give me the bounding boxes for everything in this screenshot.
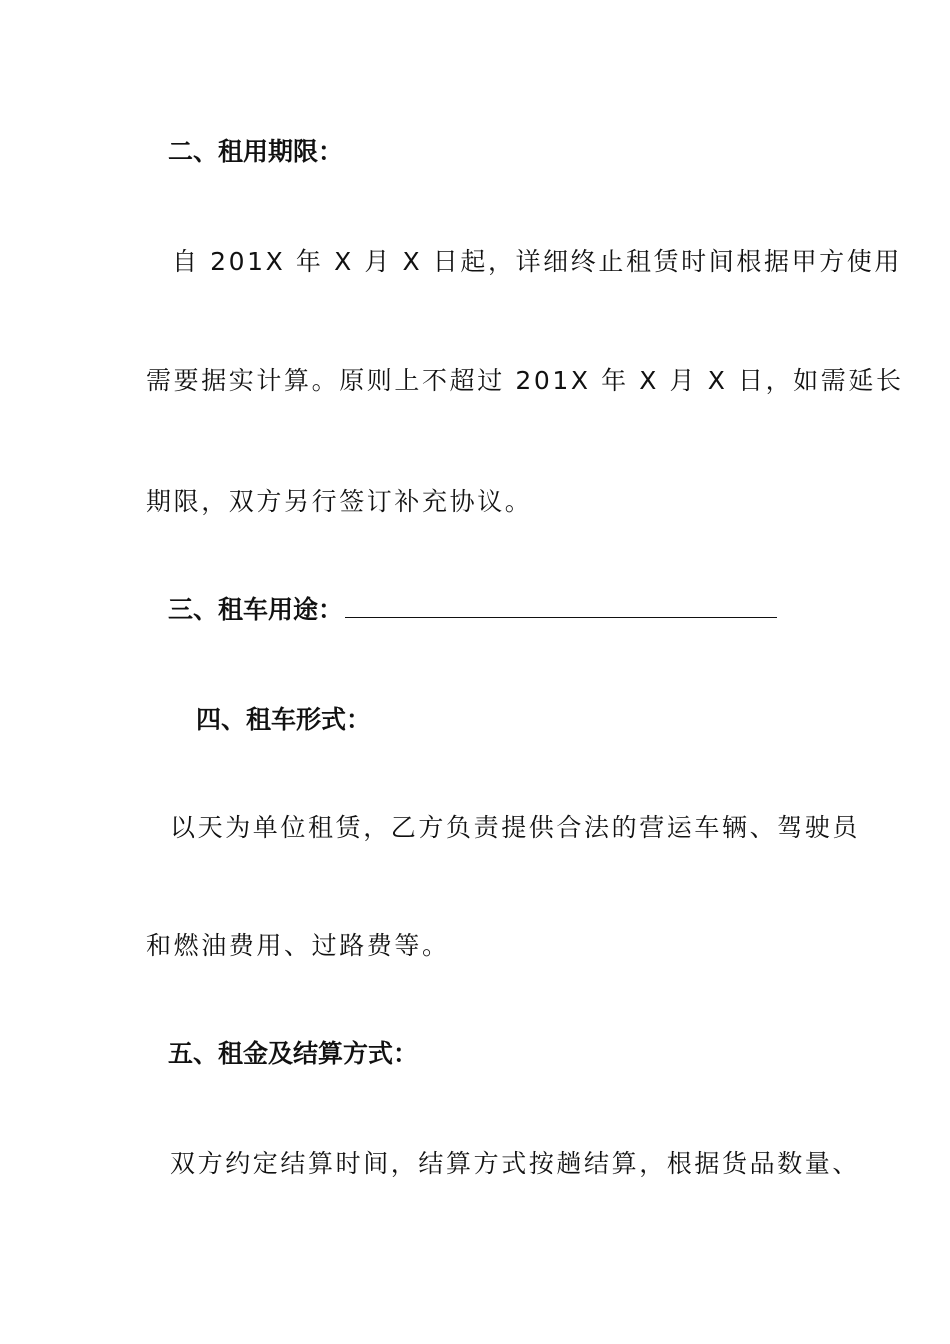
section-2-paragraph-line-3: 期限，双方另行签订补充协议。 bbox=[146, 487, 533, 516]
section-5-heading: 五、租金及结算方式： bbox=[168, 1039, 419, 1068]
section-3-row bbox=[168, 594, 777, 626]
section-5-paragraph-line-1: 双方约定结算时间，结算方式按趟结算，根据货品数量、 bbox=[170, 1149, 861, 1178]
section-3-heading: 三、租车用途： bbox=[168, 595, 344, 624]
section-4-paragraph-line-2: 和燃油费用、过路费等。 bbox=[146, 931, 450, 960]
section-4-heading: 四、租车形式： bbox=[196, 705, 372, 734]
section-4-paragraph-line-1: 以天为单位租赁，乙方负责提供合法的营运车辆、驾驶员 bbox=[170, 813, 861, 842]
section-2-paragraph-line-2: 需要据实计算。原则上不超过 201X 年 X 月 X 日，如需延长 bbox=[146, 366, 904, 395]
section-2-paragraph-line-1: 自 201X 年 X 月 X 日起，详细终止租赁时间根据甲方使用 bbox=[172, 247, 902, 276]
section-2-heading: 二、租用期限： bbox=[168, 137, 344, 166]
purpose-fill-in-blank[interactable] bbox=[345, 595, 777, 618]
